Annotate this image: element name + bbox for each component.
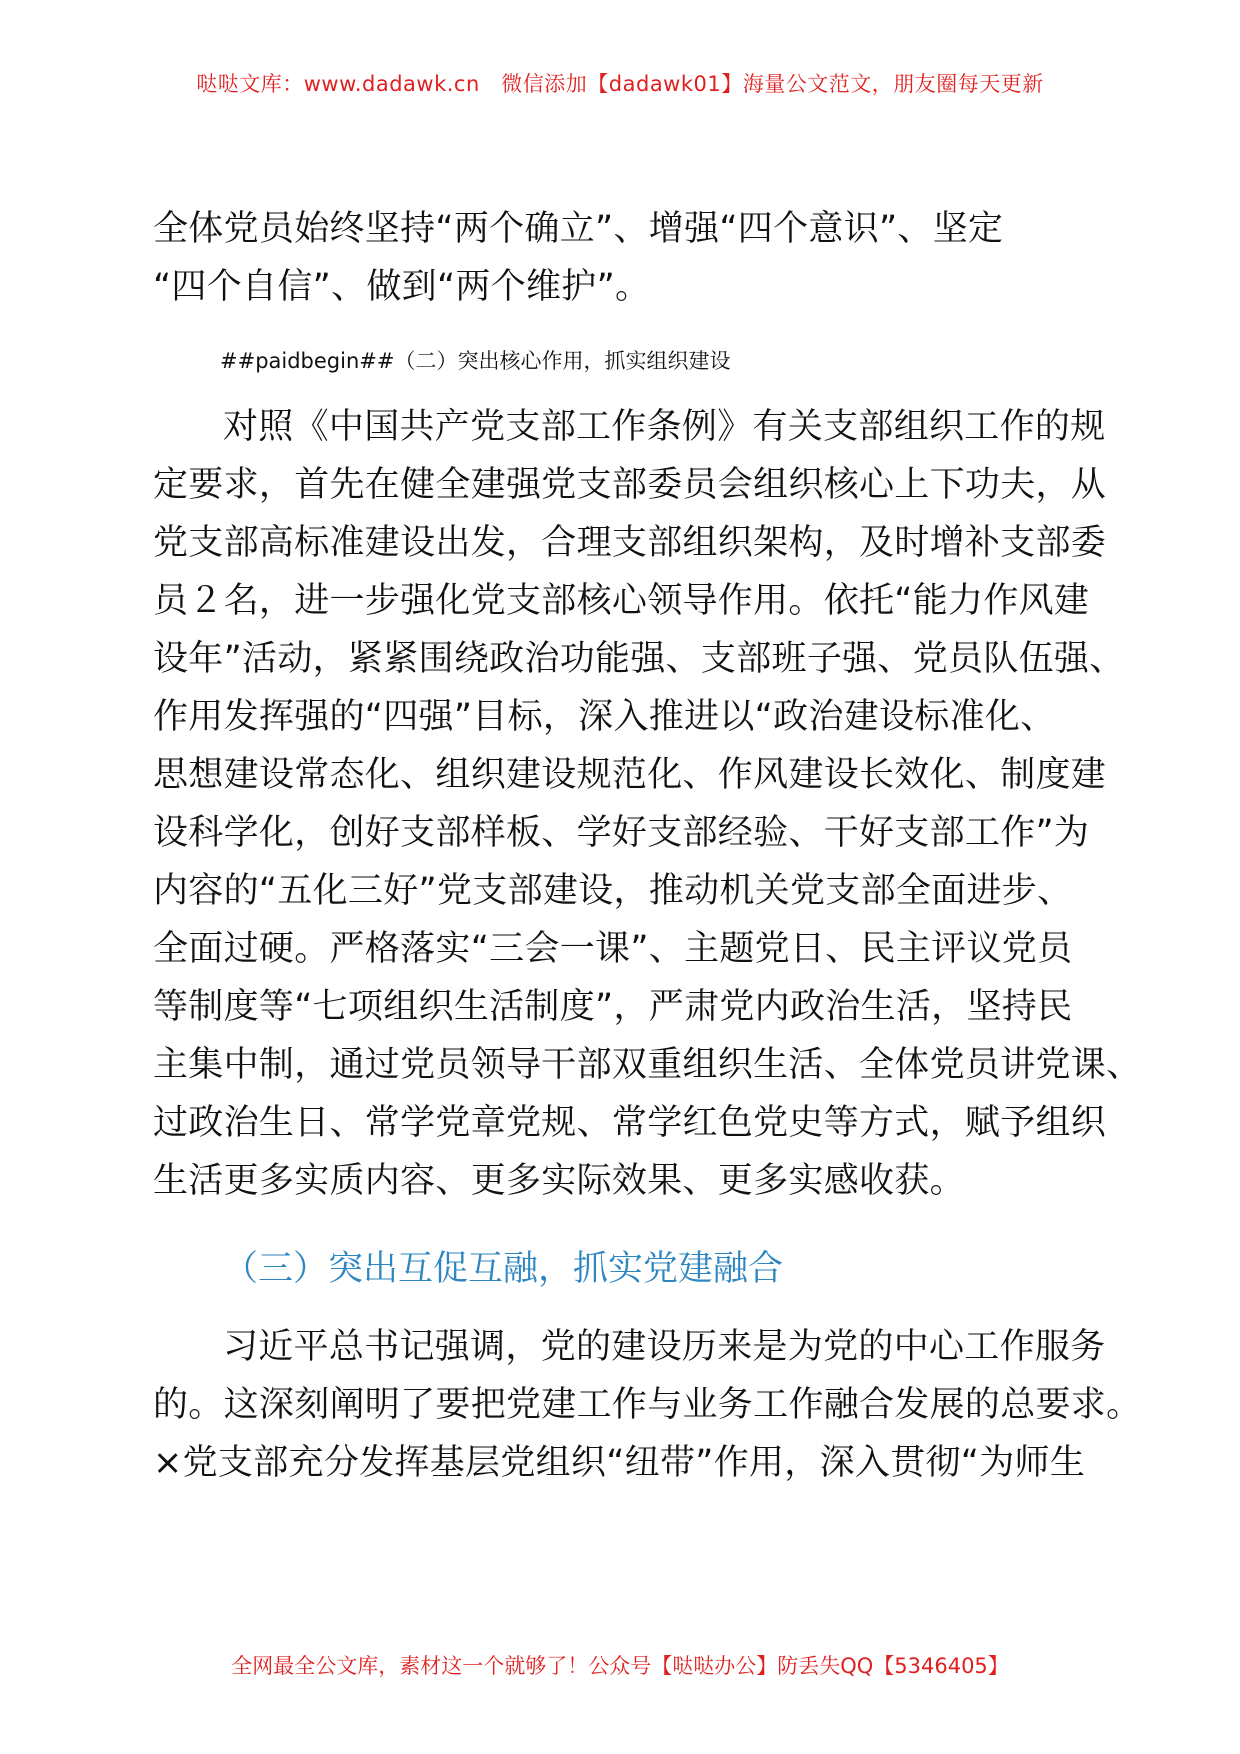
paragraph-line: 员２名，进一步强化党支部核心领导作用。依托“能力作风建 — [153, 581, 1090, 621]
paragraph-line: ×党支部充分发挥基层党组织“纽带”作用，深入贯彻“为师生 — [153, 1443, 1086, 1483]
paragraph-line: 思想建设常态化、组织建设规范化、作风建设长效化、制度建 — [153, 755, 1107, 795]
paragraph-line: “四个自信”、做到“两个维护”。 — [153, 267, 651, 307]
paragraph-organization — [153, 398, 1142, 1210]
paragraph-continuation — [153, 200, 1093, 316]
section-heading-small: ##paidbegin##（二）突出核心作用，抓实组织建设 — [220, 349, 731, 373]
paragraph-line: 生活更多实质内容、更多实际效果、更多实感收获。 — [153, 1161, 965, 1201]
paragraph-line: 过政治生日、常学党章党规、常学红色党史等方式，赋予组织 — [153, 1103, 1107, 1143]
paragraph-line: 的。这深刻阐明了要把党建工作与业务工作融合发展的总要求。 — [153, 1385, 1142, 1425]
section-heading-blue: （三）突出互促互融，抓实党建融合 — [223, 1249, 784, 1289]
paragraph-line: 对照《中国共产党支部工作条例》有关支部组织工作的规 — [223, 407, 1106, 447]
paragraph-line: 定要求，首先在健全建强党支部委员会组织核心上下功夫，从 — [153, 465, 1107, 505]
paragraph-line: 设科学化，创好支部样板、学好支部经验、干好支部工作”为 — [153, 813, 1090, 853]
paragraph-line: 内容的“五化三好”党支部建设，推动机关党支部全面进步、 — [153, 871, 1073, 911]
paragraph-line: 主集中制，通过党员领导干部双重组织生活、全体党员讲党课、 — [153, 1045, 1142, 1085]
document-body — [153, 200, 1142, 1492]
footer-banner: 全网最全公文库，素材这一个就够了！公众号【哒哒办公】防丢失QQ【5346405】 — [231, 1654, 1009, 1678]
paragraph-line: 习近平总书记强调，党的建设历来是为党的中心工作服务 — [223, 1327, 1106, 1367]
paragraph-integration — [153, 1318, 1142, 1492]
paragraph-line: 设年”活动，紧紧围绕政治功能强、支部班子强、党员队伍强、 — [153, 639, 1125, 679]
paragraph-line: 全面过硬。严格落实“三会一课”、主题党日、民主评议党员 — [153, 929, 1073, 969]
paragraph-line: 作用发挥强的“四强”目标，深入推进以“政治建设标准化、 — [153, 697, 1056, 737]
paragraph-line: 全体党员始终坚持“两个确立”、增强“四个意识”、坚定 — [153, 209, 1004, 249]
paragraph-line: 等制度等“七项组织生活制度”，严肃党内政治生活，坚持民 — [153, 987, 1073, 1027]
paragraph-line: 党支部高标准建设出发，合理支部组织架构，及时增补支部委 — [153, 523, 1107, 563]
header-banner: 哒哒文库：www.dadawk.cn 微信添加【dadawk01】海量公文范文，朋友圈每天更新 — [196, 72, 1044, 96]
